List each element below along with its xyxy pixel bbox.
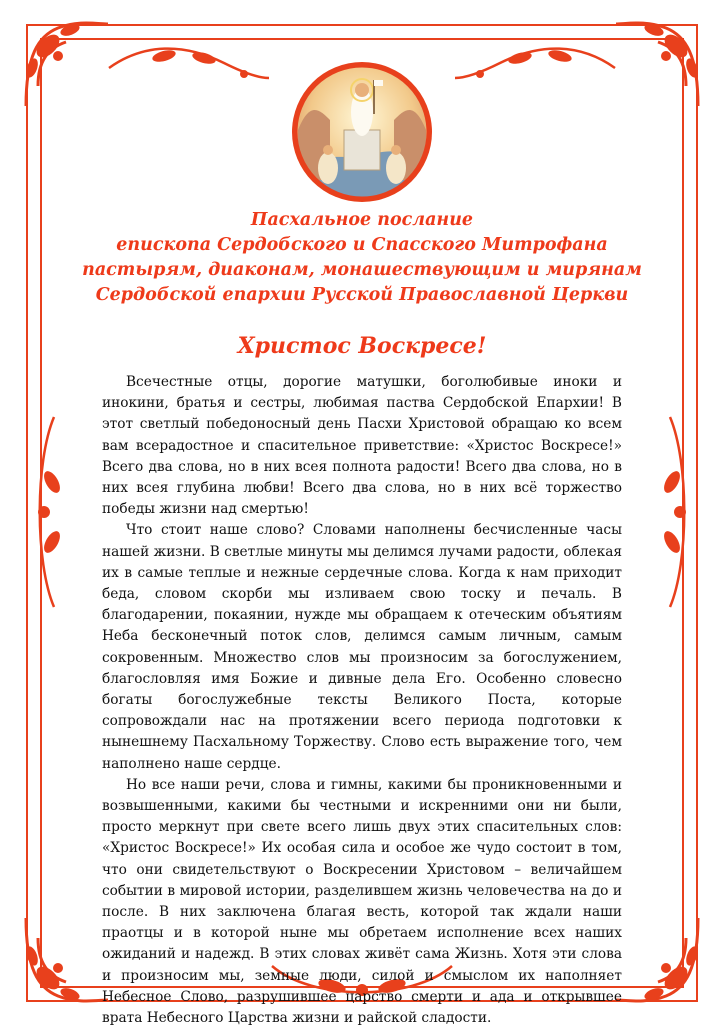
heading-line: Пасхальное послание [250, 210, 474, 230]
document-heading [60, 208, 664, 308]
top-flourish-icon [450, 38, 620, 98]
body-paragraph: Но все наши речи, слова и гимны, какими бы проникновенными и возвышенными, какими бы честными и искренними они ни были, просто меркнут при свете всего лишь двух этих спасительных слов: «Христос Воскресе!» Их особая сила и особое же чудо состоит в том, что они свидетельствуют о Воскресении Христовом – величайшем событии в мировой истории, разделившем жизнь человечества на до и после. В них заключена благая весть, которой так ждали наши праотцы и в которой ныне мы обретаем исполнение всех наших ожиданий и надежд. В этих словах живёт сама Жизнь. Хотя эти слова и произносим мы, земные люди, силой и смыслом их наполняет Небесное Слово, разрушившее царство смерти и ада и открывшее врата Небесного Царства жизни и райской сладости. [102, 776, 622, 1027]
easter-greeting: Христос Воскресе! [237, 333, 487, 359]
side-ornament-icon [646, 412, 694, 612]
side-ornament-icon [30, 412, 78, 612]
corner-ornament-icon [18, 16, 114, 112]
heading-line: пастырям, диаконам, монашествующим и мирянам [82, 260, 642, 280]
body-paragraph: Всечестные отцы, дорогие матушки, боголюбивые иноки и инокини, братья и сестры, любимая паства Сердобской Епархии! В этот светлый победоносный день Пасхи Христовой обращаю ко всем вам всерадостное и спасительное приветствие: «Христос Воскресе!» Всего два слова, но в них всея полнота радости! Всего два слова, но в них всея глубина любви! Всего два слова, но в них всё торжество победы жизни над смертью! [102, 374, 622, 518]
corner-ornament-icon [610, 16, 706, 112]
corner-ornament-icon [610, 912, 706, 1008]
corner-ornament-icon [18, 912, 114, 1008]
heading-line: епископа Сердобского и Спасского Митрофана [116, 235, 608, 255]
heading-line: Сердобской епархии Русской Православной Церкви [95, 285, 629, 305]
resurrection-icon [290, 60, 434, 204]
message-body [102, 372, 622, 1029]
body-paragraph: Что стоит наше слово? Словами наполнены бесчисленные часы нашей жизни. В светлые минуты мы делимся лучами радости, облекая их в самые теплые и нежные сердечные слова. Когда к нам приходит беда, словом скорби мы изливаем свою тоску и печаль. В благодарении, покаянии, нужде мы обращаем к отеческим объятиям Неба бесконечный поток слов, делимся самым личным, самым сокровенным. Множество слов мы произносим за богослужением, благословляя имя Божие и дивные дела Его. Особенно словесно богаты богослужебные тексты Великого Поста, которые сопровождали нас на протяжении всего периода подготовки к нынешнему Пасхальному Торжеству. Слово есть выражение того, чем наполнено наше сердце. [102, 522, 622, 772]
top-flourish-icon [104, 38, 274, 98]
